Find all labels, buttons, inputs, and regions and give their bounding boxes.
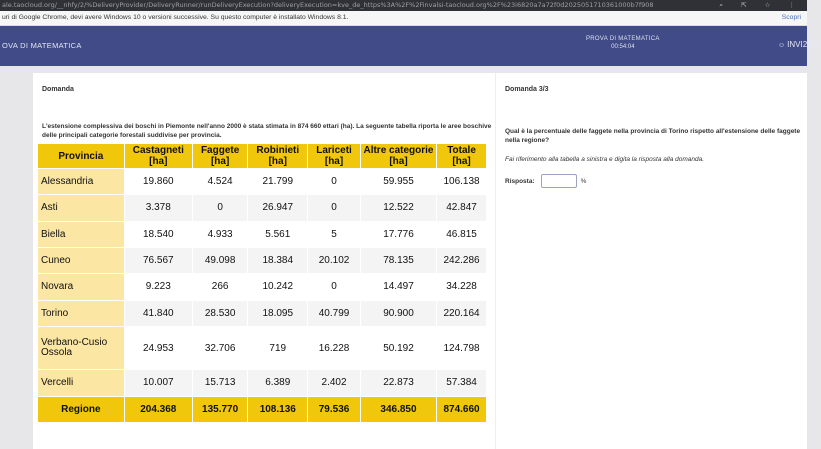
browser-action-icons[interactable]: ⌕ ⇱ ☆ ⋮ [719, 1, 803, 9]
cell-faggete: 49.098 [192, 247, 247, 273]
cell-lariceti: 16.228 [308, 326, 361, 369]
cell-totale: 57.384 [437, 370, 487, 396]
answer-unit: % [580, 177, 587, 185]
answer-input[interactable] [541, 174, 577, 188]
user-icon: ☺ [778, 42, 786, 49]
cell-castagneti: 204.368 [124, 396, 192, 422]
user-id: INVI2510 [787, 40, 821, 49]
cell-robinieti: 108.136 [248, 396, 308, 422]
stimulus-heading: Domanda [42, 86, 74, 93]
cell-robinieti: 26.947 [248, 195, 308, 221]
cell-robinieti: 18.384 [248, 247, 308, 273]
cell-robinieti: 5.561 [248, 221, 308, 247]
cell-robinieti: 719 [248, 326, 308, 369]
table-row [38, 370, 487, 396]
col-header-provincia: Provincia [38, 144, 125, 169]
cell-provincia: Regione [38, 396, 125, 422]
browser-notice-text: uri di Google Chrome, devi avere Windows 10 o versioni successive. Su questo computer è installato Windows 8.1. [2, 14, 349, 21]
cell-lariceti: 0 [308, 169, 361, 195]
notice-learn-more-link[interactable]: Scopri [781, 14, 801, 21]
cell-altre: 59.955 [360, 169, 436, 195]
test-header [0, 26, 821, 66]
table-row [38, 221, 487, 247]
cell-altre: 14.497 [360, 274, 436, 300]
cell-totale: 46.815 [437, 221, 487, 247]
table-header-row [38, 144, 487, 169]
cell-castagneti: 19.860 [124, 169, 192, 195]
cell-castagneti: 9.223 [124, 274, 192, 300]
table-row [38, 195, 487, 221]
table-total-row [38, 396, 487, 422]
cell-lariceti: 20.102 [308, 247, 361, 273]
question-instruction: Fai riferimento alla tabella a sinistra e digita la risposta alla domanda. [505, 156, 705, 163]
cell-faggete: 0 [192, 195, 247, 221]
cell-faggete: 4.524 [192, 169, 247, 195]
cell-totale: 242.286 [437, 247, 487, 273]
cell-totale: 220.164 [437, 300, 487, 326]
cell-castagneti: 24.953 [124, 326, 192, 369]
cell-faggete: 266 [192, 274, 247, 300]
url-text[interactable]: ale.taocloud.org/__nhfy/2/%DeliveryProvider/DeliveryRunner/runDeliveryExecution?deliveryExecution=kve_de_https%3A%2F%2Finvalsi-taocloud.org%2F%23i6820a7a72f0d2025051710361000b7f908 [2, 1, 654, 9]
cell-lariceti: 40.799 [308, 300, 361, 326]
test-status [586, 36, 660, 50]
cell-provincia: Vercelli [38, 370, 125, 396]
cell-totale: 124.798 [437, 326, 487, 369]
browser-url-bar[interactable] [0, 0, 807, 11]
col-header-lariceti: Lariceti [ha] [308, 144, 361, 169]
cell-totale: 106.138 [437, 169, 487, 195]
col-header-castagneti: Castagneti [ha] [124, 144, 192, 169]
browser-notice-bar [0, 11, 807, 26]
test-section-title: OVA DI MATEMATICA [2, 41, 82, 50]
col-header-faggete: Faggete [ha] [192, 144, 247, 169]
cell-provincia: Alessandria [38, 169, 125, 195]
cell-altre: 90.900 [360, 300, 436, 326]
cell-robinieti: 6.389 [248, 370, 308, 396]
col-header-totale: Totale [ha] [437, 144, 487, 169]
user-badge [778, 40, 821, 49]
cell-faggete: 15.713 [192, 370, 247, 396]
cell-totale: 34.228 [437, 274, 487, 300]
question-text: Qual è la percentuale delle faggete nella provincia di Torino rispetto all'estensione delle faggete nella regione? [505, 128, 801, 144]
cell-provincia: Novara [38, 274, 125, 300]
col-header-altre: Altre categorie [ha] [360, 144, 436, 169]
cell-lariceti: 5 [308, 221, 361, 247]
cell-lariceti: 0 [308, 195, 361, 221]
table-row [38, 300, 487, 326]
table-row [38, 326, 487, 369]
cell-altre: 22.873 [360, 370, 436, 396]
cell-castagneti: 18.540 [124, 221, 192, 247]
cell-castagneti: 3.378 [124, 195, 192, 221]
panel-divider [495, 73, 496, 449]
cell-altre: 12.522 [360, 195, 436, 221]
cell-faggete: 28.530 [192, 300, 247, 326]
cell-provincia: Torino [38, 300, 125, 326]
cell-altre: 346.850 [360, 396, 436, 422]
table-row [38, 247, 487, 273]
cell-totale: 874.660 [437, 396, 487, 422]
cell-provincia: Biella [38, 221, 125, 247]
cell-provincia: Cuneo [38, 247, 125, 273]
cell-faggete: 135.770 [192, 396, 247, 422]
answer-row [505, 174, 586, 188]
cell-castagneti: 76.567 [124, 247, 192, 273]
timer: 00:54:04 [611, 44, 635, 50]
test-title: PROVA DI MATEMATICA [586, 36, 660, 42]
question-panel [33, 73, 807, 449]
stimulus-intro: L'estensione complessiva dei boschi in Piemonte nell'anno 2000 è stata stimata in 874 660 ettari (ha). La seguente tabella riporta le aree boschive delle principali categorie forestali suddivise per provincia. [42, 123, 492, 139]
table-row [38, 169, 487, 195]
question-number: Domanda 3/3 [505, 86, 549, 93]
col-header-robinieti: Robinieti [ha] [248, 144, 308, 169]
cell-lariceti: 2.402 [308, 370, 361, 396]
cell-altre: 50.192 [360, 326, 436, 369]
cell-totale: 42.847 [437, 195, 487, 221]
cell-lariceti: 0 [308, 274, 361, 300]
cell-robinieti: 21.799 [248, 169, 308, 195]
cell-provincia: Verbano-Cusio Ossola [38, 326, 125, 369]
cell-lariceti: 79.536 [308, 396, 361, 422]
cell-altre: 17.776 [360, 221, 436, 247]
cell-robinieti: 10.242 [248, 274, 308, 300]
cell-castagneti: 41.840 [124, 300, 192, 326]
cell-altre: 78.135 [360, 247, 436, 273]
cell-faggete: 32.706 [192, 326, 247, 369]
cell-castagneti: 10.007 [124, 370, 192, 396]
table-row [38, 274, 487, 300]
answer-label: Risposta: [505, 177, 535, 185]
cell-robinieti: 18.095 [248, 300, 308, 326]
cell-faggete: 4.933 [192, 221, 247, 247]
cell-provincia: Asti [38, 195, 125, 221]
forest-data-table [37, 143, 487, 423]
